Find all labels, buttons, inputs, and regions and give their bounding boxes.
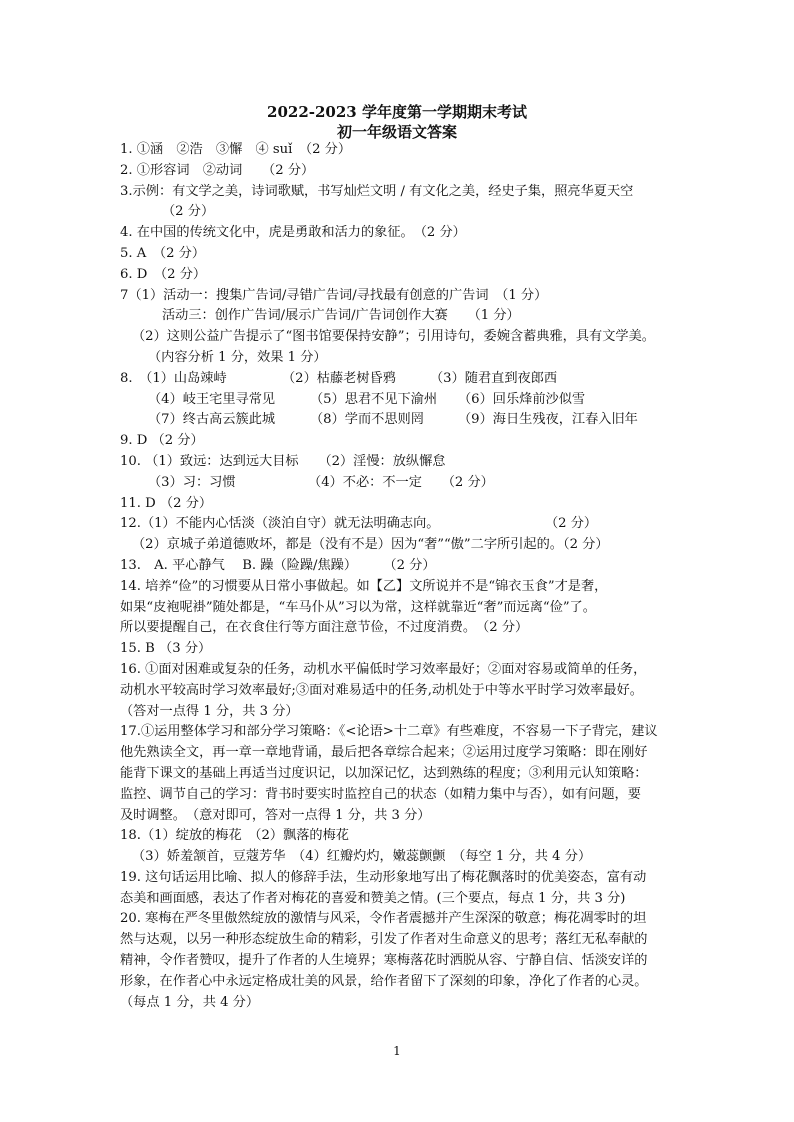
poem-answer-cell: （2）枯藤老树昏鸦 <box>282 370 396 386</box>
poem-answer-cell: （6）回乐烽前沙似雪 <box>458 391 586 407</box>
answer-line: （3）习：习惯 （4）不必：不一定 （2 分） <box>148 474 494 490</box>
exam-title: 2022-2023 学年度第一学期期末考试 <box>267 103 527 121</box>
answer-line: 他先熟读全文，再一章一章地背诵，最后把各章综合起来；②运用过度学习策略：即在刚好 <box>120 745 648 761</box>
poem-answer-cell: （9）海日生残夜，江春入旧年 <box>458 412 638 428</box>
answer-line: 及时调整。 （意对即可，答对一点得 1 分，共 3 分） <box>120 807 431 823</box>
poem-answer-cell: （3）随君直到夜郎西 <box>430 370 558 386</box>
answer-line: 19. 这句话运用比喻、拟人的修辞手法，生动形象地写出了梅花飘落时的优美姿态，富有动 <box>120 869 647 885</box>
answer-line: 然与达观，以另一种形态绽放生命的精彩，引发了作者对生命意义的思考；落红无私奉献的 <box>120 932 648 948</box>
answer-line: （3）娇羞颔首，豆蔻芳华 （4）红瓣灼灼，嫩蕊颤颤 （每空 1 分，共 4 分） <box>132 849 592 865</box>
answer-line: 1. ①涵 ②浩 ③懈 ④ suǐ （2 分） <box>120 142 352 157</box>
poem-answer-cell: （4）岐王宅里寻常见 <box>148 391 276 407</box>
poem-answer-cell: （5）思君不见下渝州 <box>310 391 438 407</box>
poem-answer-cell: （8）学而不思则罔 <box>310 412 424 428</box>
answer-line: 10. （1）致远：达到远大目标 （2）淫慢：放纵懈怠 <box>120 453 446 469</box>
answer-line: 4. 在中国的传统文化中，虎是勇敢和活力的象征。 （2 分） <box>120 225 466 241</box>
answer-line: 精神，令作者赞叹，提升了作者的人生境界；寒梅落花时洒脱从容、宁静自信、恬淡安详的 <box>120 953 648 969</box>
answer-line: 监控、调节自己的学习：背书时要实时监控自己的状态（如精力集中与否），如有问题，要 <box>120 786 641 802</box>
answer-line: 2. ①形容词 ②动词 （2 分） <box>120 162 315 178</box>
answer-line: 7（1）活动一：搜集广告词/寻错广告词/寻找最有创意的广告词 （1 分） <box>120 287 548 303</box>
answer-line: 形象，在作者心中永远定格成壮美的风景，给作者留下了深刻的印象，净化了作者的心灵。 <box>120 973 648 989</box>
answer-line: 20. 寒梅在严冬里傲然绽放的激情与风采，令作者震撼并产生深深的敬意；梅花凋零时的坦 <box>120 911 647 927</box>
answer-line: 活动三：创作广告词/展示广告词/广告词创作大赛 （1 分） <box>162 308 520 324</box>
answer-line: 所以要提醒自己，在衣食住行等方面注意节俭，不过度消费。 （2 分） <box>120 620 529 636</box>
answer-line: （2）这则公益广告提示了“图书馆要保持安静”；引用诗句，委婉含蓄典雅，具有文学美。 <box>132 329 655 345</box>
answer-line: 13. A. 平心静气 B. 躁（险躁/焦躁） （2 分） <box>120 557 436 573</box>
poem-answer-cell: 8. （1）山岛竦峙 <box>120 370 227 386</box>
poem-answer-cell: （7）终古高云簇此城 <box>148 412 276 428</box>
answer-subtitle: 初一年级语文答案 <box>336 123 457 141</box>
answer-line: 动机水平较高时学习效率最好;③面对难易适中的任务,动机处于中等水平时学习效率最好。 <box>120 682 643 698</box>
answer-line: 9. D （2 分） <box>120 433 204 449</box>
answer-line: （内容分析 1 分，效果 1 分） <box>148 349 327 365</box>
answer-line: 12.（1）不能内心恬淡（淡泊自守）就无法明确志向。 （2 分） <box>120 516 598 532</box>
answer-line: （2）京城子弟道德败坏，都是（没有不是）因为“奢”“傲”二字所引起的。（2 分） <box>132 537 609 553</box>
answer-line: （2 分） <box>162 204 215 220</box>
answer-line: （答对一点得 1 分，共 3 分） <box>120 703 299 719</box>
answer-line: 17.①运用整体学习和部分学习策略：《<论语>十二章》有些难度，不容易一下子背完，建议 <box>120 724 658 740</box>
answer-line: 如果“皮袍呢褂”随处都是，“车马仆从”习以为常，这样就靠近“奢”而远离“俭”了。 <box>120 599 596 615</box>
answer-line: 3.示例：有文学之美，诗词歌赋，书写灿烂文明 / 有文化之美，经史子集，照亮华夏天空 <box>120 183 634 199</box>
answer-line: （每点 1 分，共 4 分） <box>120 994 260 1010</box>
answer-line: 14. 培养“俭”的习惯要从日常小事做起。如【乙】文所说并不是“锦衣玉食”才是奢， <box>120 578 608 594</box>
answer-body <box>120 140 705 1013</box>
answer-line: 5. A （2 分） <box>120 245 206 261</box>
answer-line: 15. B （3 分） <box>120 641 212 657</box>
answer-line: 16. ①面对困难或复杂的任务，动机水平偏低时学习效率最好；②面对容易或简单的任务， <box>120 661 647 677</box>
answer-line <box>120 369 705 390</box>
answer-line: 11. D （2 分） <box>120 495 213 511</box>
answer-line: 6. D （2 分） <box>120 266 207 282</box>
answer-line: 能背下课文的基础上再适当过度识记，以加深记忆，达到熟练的程度；③利用元认知策略： <box>120 765 648 781</box>
answer-line <box>120 390 705 411</box>
answer-line: 态美和画面感，表达了作者对梅花的喜爱和赞美之情。(三个要点，每点 1 分，共 3 分) <box>120 890 626 906</box>
page-number: 1 <box>393 1044 401 1058</box>
answer-line <box>120 410 705 431</box>
answer-line: 18.（1）绽放的梅花 （2）飘落的梅花 <box>120 828 349 844</box>
